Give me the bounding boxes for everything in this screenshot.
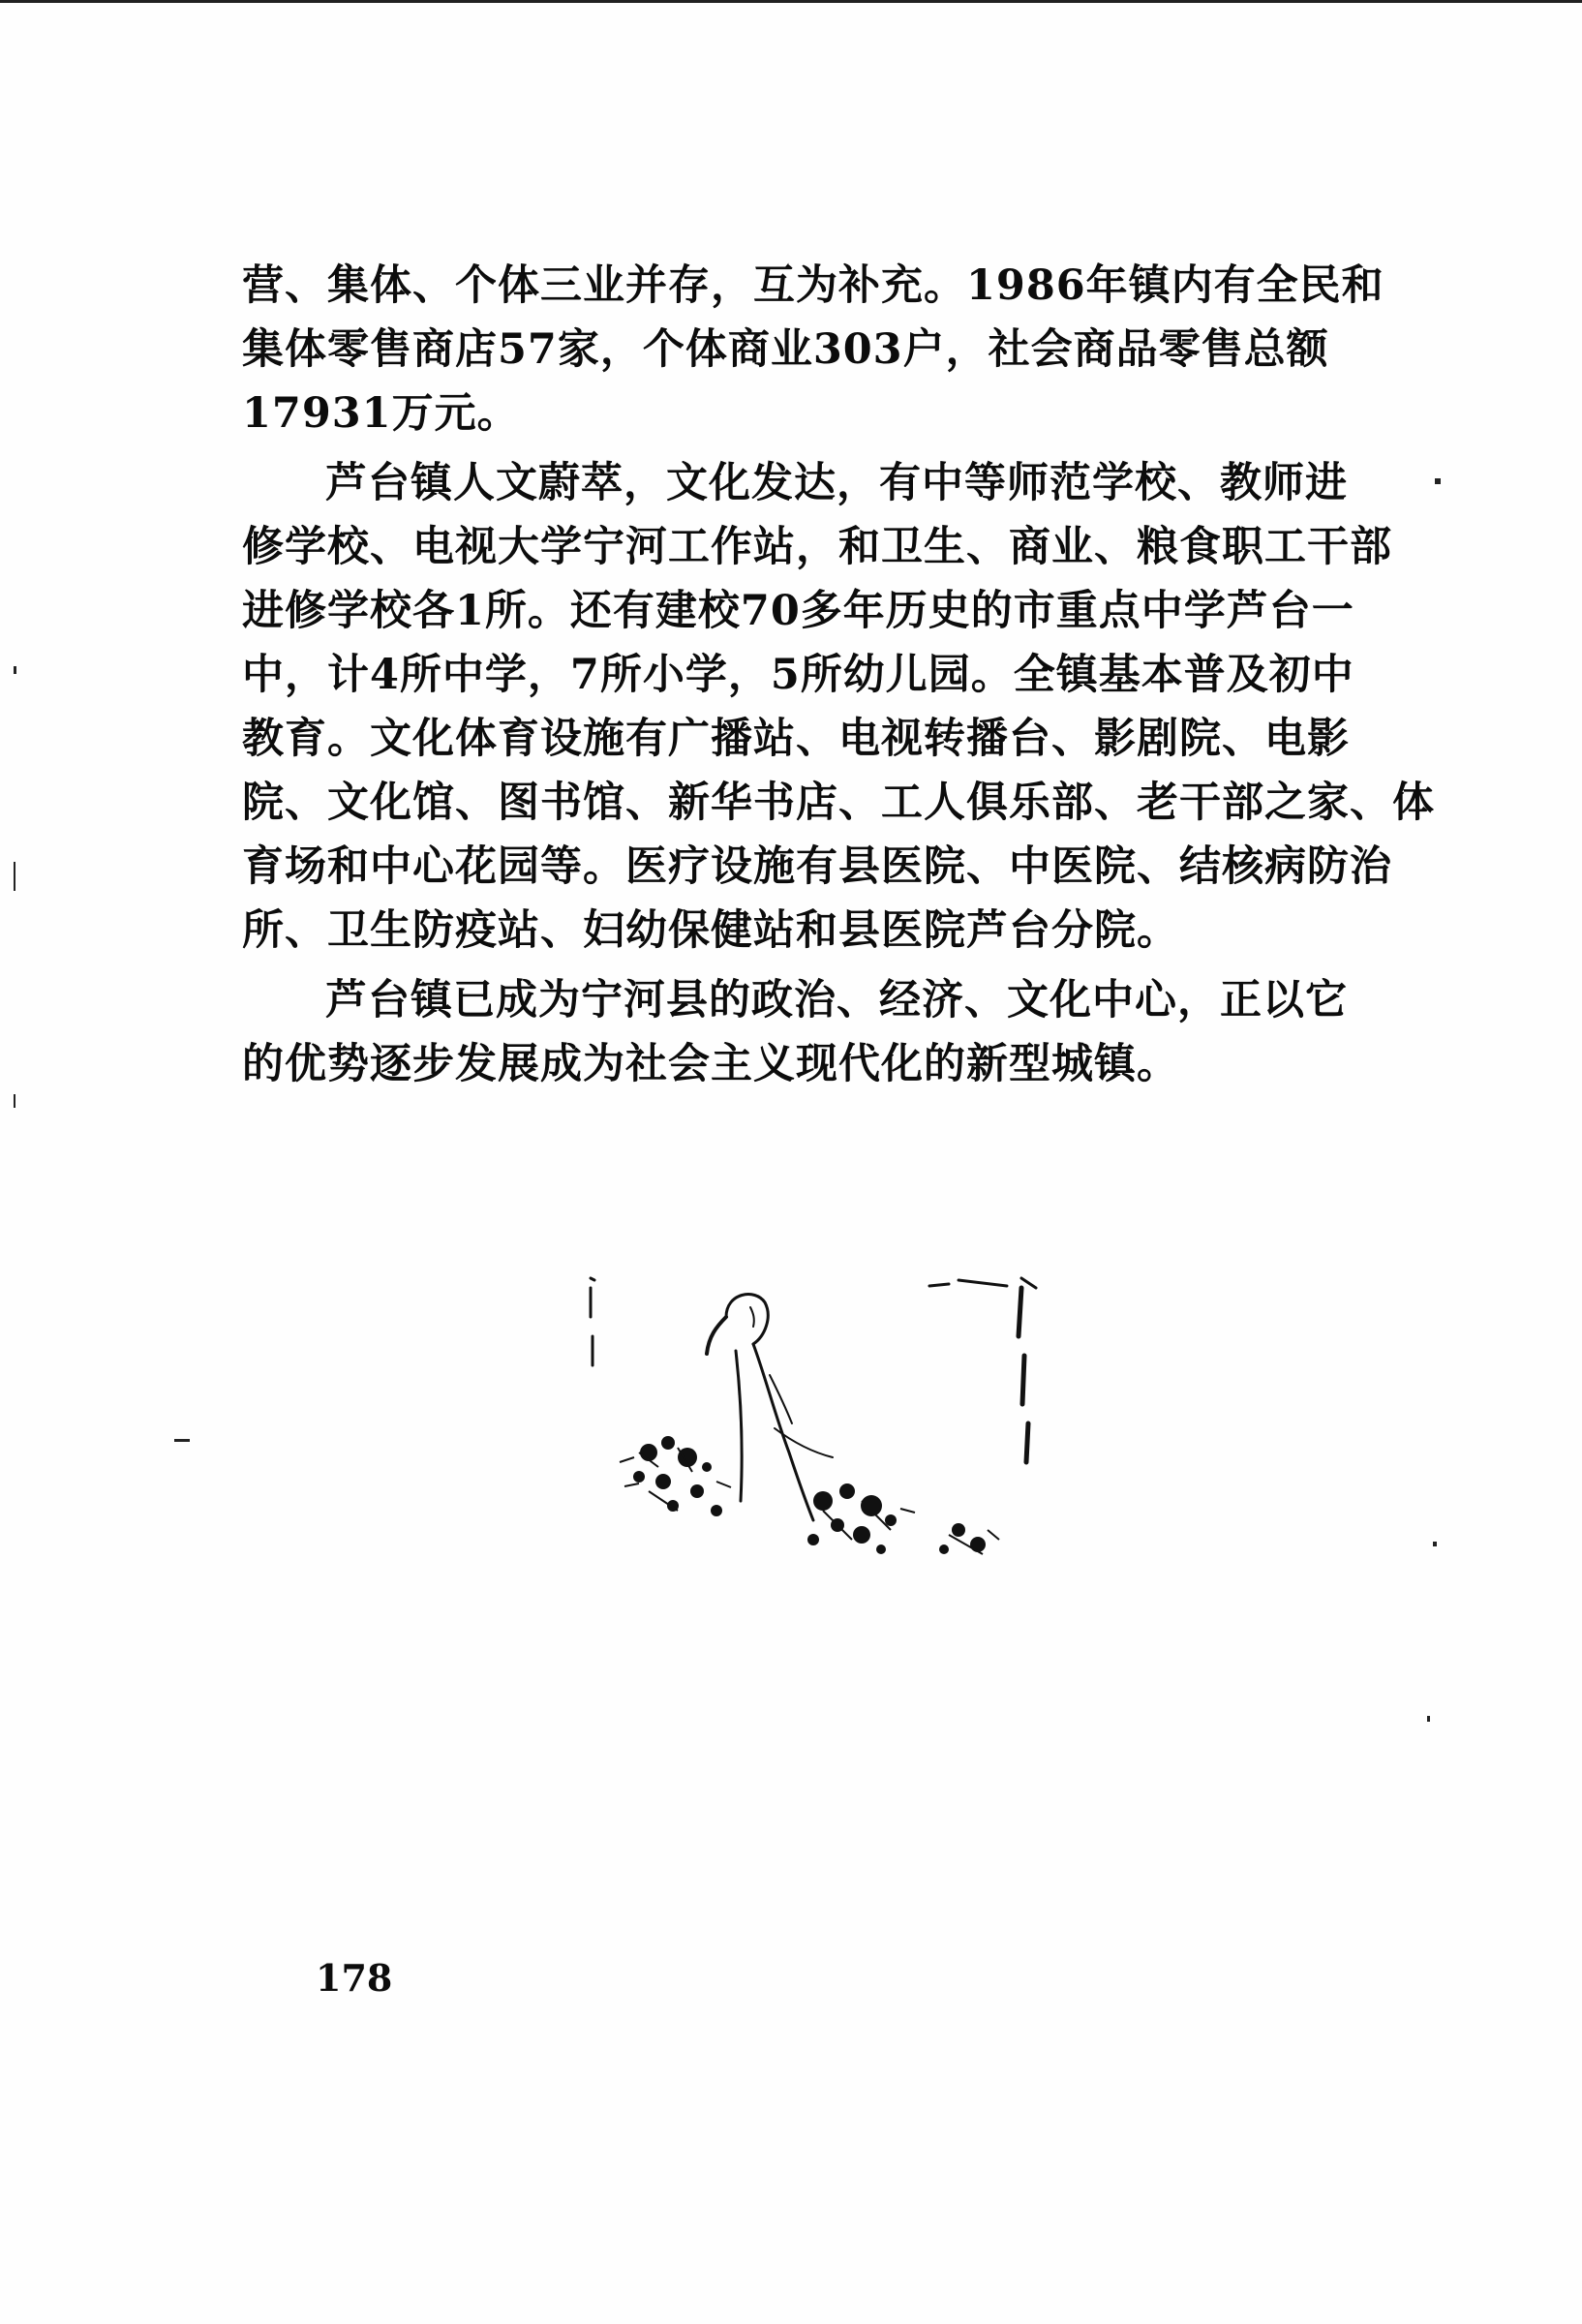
text-line: 院、文化馆、图书馆、新华书店、工人俱乐部、老干部之家、体 xyxy=(242,779,1435,827)
text-line: 所、卫生防疫站、妇幼保健站和县医院芦台分院。 xyxy=(242,906,1179,955)
text-line: 营、集体、个体三业并存，互为补充。1986年镇内有全民和 xyxy=(242,261,1384,310)
scan-speck xyxy=(14,1094,15,1108)
text-line: 育场和中心花园等。医疗设施有县医院、中医院、结核病防治 xyxy=(242,842,1392,891)
page-number: 178 xyxy=(316,1956,393,2000)
paragraph-summary xyxy=(242,968,1348,1096)
scan-speck xyxy=(1435,478,1441,484)
scan-speck xyxy=(1427,1716,1430,1722)
scan-speck xyxy=(14,862,15,891)
text-line: 集体零售商店57家，个体商业303户，社会商品零售总额 xyxy=(242,325,1329,374)
text-line: 芦台镇人文蔚萃，文化发达，有中等师范学校、教师进 xyxy=(325,459,1348,507)
scan-speck xyxy=(1433,1542,1437,1546)
woman-with-chrysanthemums-illustration xyxy=(581,1259,1046,1569)
paragraph-commerce xyxy=(242,254,1384,445)
text-line: 17931万元。 xyxy=(242,389,520,438)
paragraph-culture xyxy=(242,451,1435,963)
body-text xyxy=(242,254,1435,1102)
scan-speck xyxy=(14,666,16,674)
scan-speck xyxy=(174,1439,190,1442)
text-line: 进修学校各1所。还有建校70多年历史的市重点中学芦台一 xyxy=(242,587,1354,635)
text-line: 修学校、电视大学宁河工作站，和卫生、商业、粮食职工干部 xyxy=(242,523,1392,571)
text-line: 芦台镇已成为宁河县的政治、经济、文化中心，正以它 xyxy=(325,976,1348,1024)
text-line: 教育。文化体育设施有广播站、电视转播台、影剧院、电影 xyxy=(242,715,1350,763)
top-edge-rule xyxy=(0,0,1582,3)
text-line: 的优势逐步发展成为社会主义现代化的新型城镇。 xyxy=(242,1040,1179,1088)
text-line: 中，计4所中学，7所小学，5所幼儿园。全镇基本普及初中 xyxy=(242,651,1354,699)
